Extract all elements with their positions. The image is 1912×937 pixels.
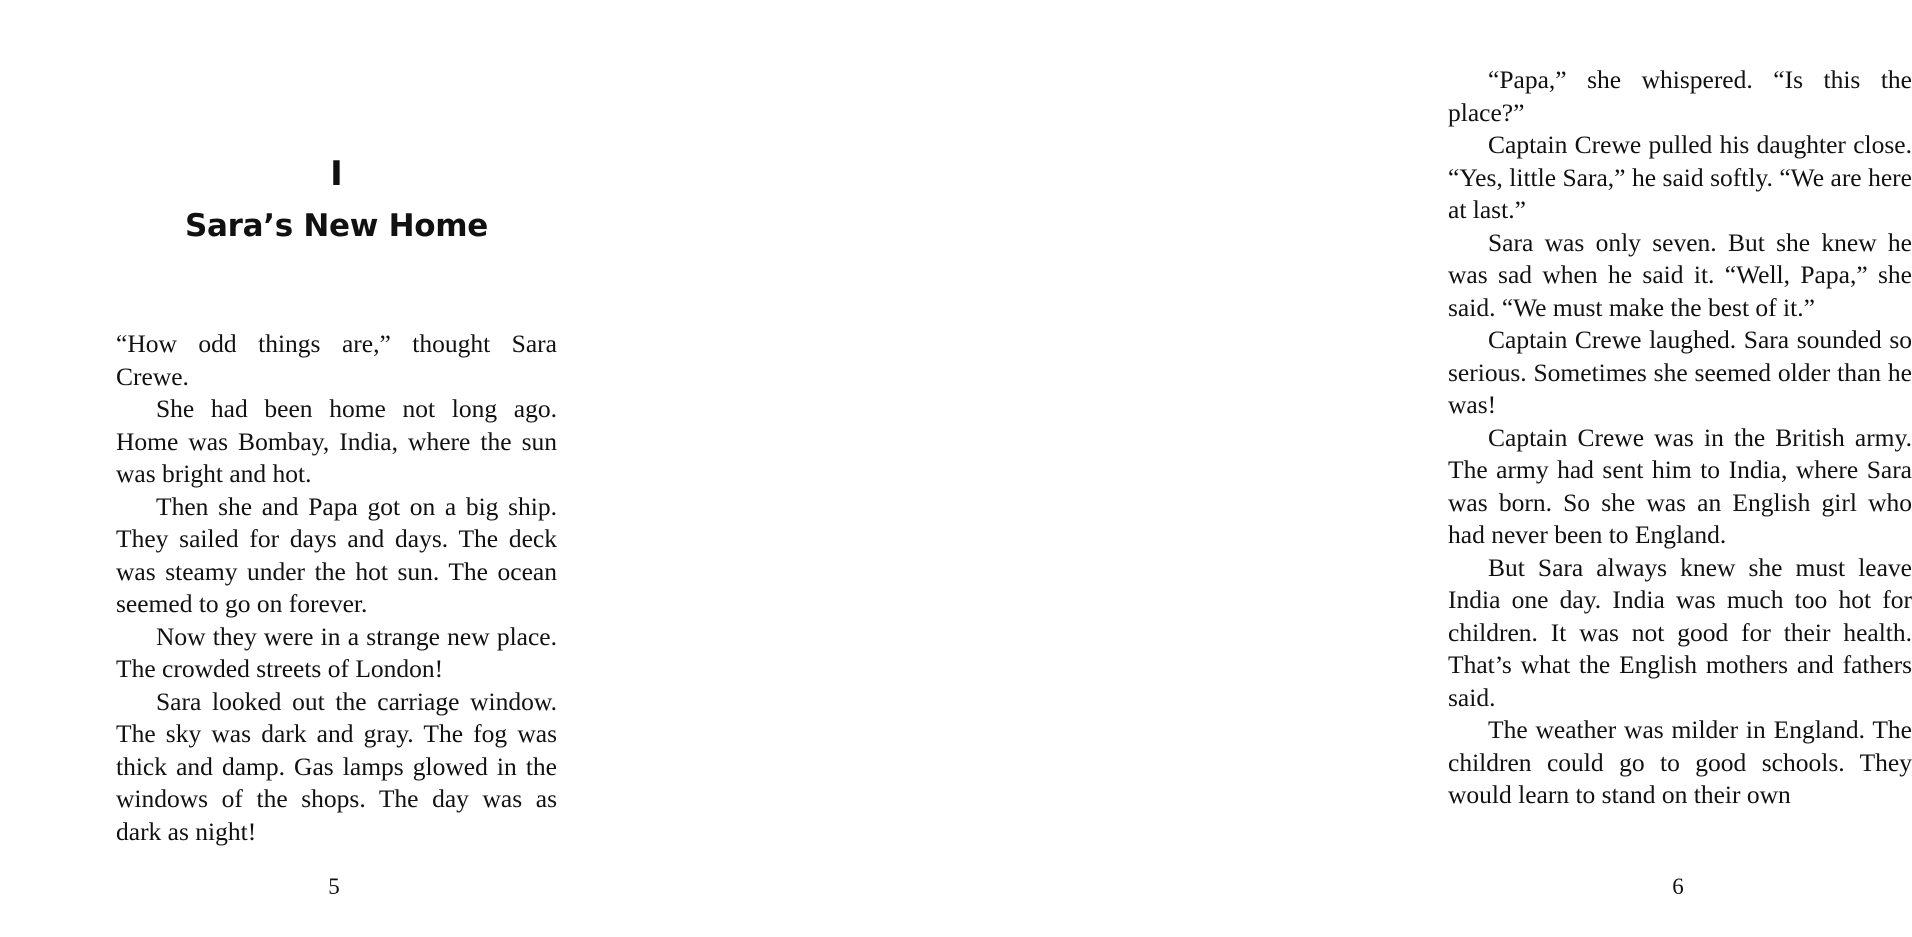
paragraph: The weather was milder in England. The children could go to good schools. They would learn to stand on their own: [1448, 715, 1912, 809]
paragraph: Captain Crewe laughed. Sara sounded so serious. Sometimes she seemed older than he was!: [1448, 325, 1912, 419]
paragraph: She had been home not long ago. Home was Bombay, India, where the sun was bright and hot.: [116, 394, 557, 488]
paragraph: Sara was only seven. But she knew he was sad when he said it. “Well, Papa,” she said. “We must make the best of it.”: [1448, 227, 1912, 322]
paragraph: Sara looked out the carriage window. The sky was dark and gray. The fog was thick and damp. Gas lamps glowed in the windows of the shops. The day was as dark as night!: [116, 686, 557, 846]
paragraph: Captain Crewe pulled his daughter close. “Yes, little Sara,” he said softly. “We are here at last.”: [1448, 130, 1912, 224]
paragraph: Now they were in a strange new place. The crowded streets of London!: [116, 621, 557, 683]
paragraph: Then she and Papa got on a big ship. They sailed for days and days. The deck was steamy under the hot sun. The ocean seemed to go on forever.: [116, 491, 557, 618]
paragraph: But Sara always knew she must leave India one day. India was much too hot for children. It was not good for their health. That’s what the English mothers and fathers said.: [1448, 552, 1912, 712]
right-page-body: [1448, 64, 1912, 812]
left-page: [0, 0, 670, 937]
page-number-right: 6: [1672, 874, 1684, 899]
page-number-left: 5: [328, 874, 340, 899]
paragraph: Captain Crewe was in the British army. The army had sent him to India, where Sara was born. So she was an English girl who had never been to England.: [1448, 422, 1912, 549]
chapter-number: I: [330, 154, 343, 194]
left-page-body: [116, 328, 557, 848]
right-page: [670, 0, 1912, 937]
chapter-title: Sara’s New Home: [185, 208, 488, 244]
paragraph: “How odd things are,” thought Sara Crewe.: [116, 329, 557, 391]
paragraph: “Papa,” she whispered. “Is this the place?”: [1448, 65, 1912, 127]
